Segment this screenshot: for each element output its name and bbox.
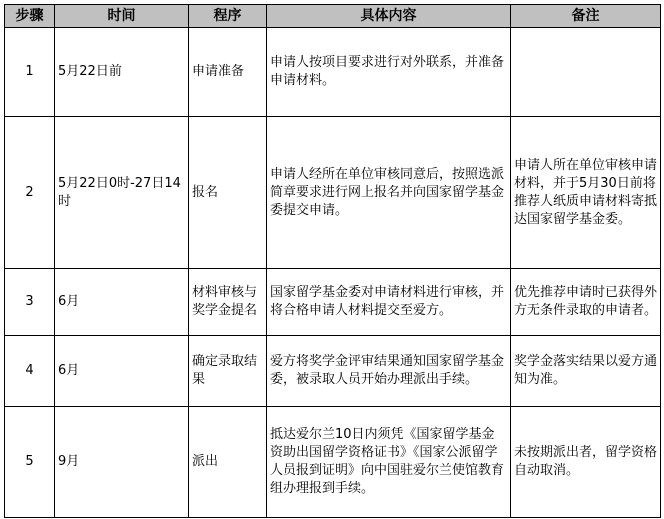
table-row [5, 336, 661, 407]
cell-note: 优先推荐申请时已获得外方无条件录取的申请者。 [511, 269, 661, 336]
cell-detail: 国家留学基金委对申请材料进行审核，并将合格申请人材料提交至爱方。 [267, 269, 511, 336]
cell-time: 6月 [55, 269, 189, 336]
cell-detail: 抵达爱尔兰10日内须凭《国家留学基金资助出国留学资格证书》《国家公派留学人员报到证明》向中国驻爱尔兰使馆教育组办理报到手续。 [267, 407, 511, 518]
header-note: 备注 [511, 5, 661, 28]
table-row [5, 117, 661, 269]
cell-note: 未按期派出者，留学资格自动取消。 [511, 407, 661, 518]
cell-detail: 申请人经所在单位审核同意后，按照选派简章要求进行网上报名并向国家留学基金委提交申请。 [267, 117, 511, 269]
cell-note: 申请人所在单位审核申请材料，并于5月30日前将推荐人纸质申请材料寄抵达国家留学基金委。 [511, 117, 661, 269]
cell-time: 5月22日前 [55, 28, 189, 117]
header-procedure: 程序 [189, 5, 267, 28]
cell-step: 1 [5, 28, 55, 117]
cell-procedure: 确定录取结果 [189, 336, 267, 407]
table-row [5, 407, 661, 518]
schedule-table [4, 4, 661, 518]
cell-time: 6月 [55, 336, 189, 407]
cell-step: 5 [5, 407, 55, 518]
cell-procedure: 派出 [189, 407, 267, 518]
cell-procedure: 申请准备 [189, 28, 267, 117]
cell-step: 4 [5, 336, 55, 407]
cell-procedure: 报名 [189, 117, 267, 269]
header-row [5, 5, 661, 28]
cell-procedure: 材料审核与奖学金提名 [189, 269, 267, 336]
cell-time: 5月22日0时-27日14时 [55, 117, 189, 269]
cell-detail: 申请人按项目要求进行对外联系，并准备申请材料。 [267, 28, 511, 117]
cell-note [511, 28, 661, 117]
header-time: 时间 [55, 5, 189, 28]
cell-step: 3 [5, 269, 55, 336]
cell-note: 奖学金落实结果以爱方通知为准。 [511, 336, 661, 407]
header-detail: 具体内容 [267, 5, 511, 28]
table-row [5, 28, 661, 117]
cell-step: 2 [5, 117, 55, 269]
header-step: 步骤 [5, 5, 55, 28]
table-row [5, 269, 661, 336]
cell-time: 9月 [55, 407, 189, 518]
cell-detail: 爱方将奖学金评审结果通知国家留学基金委，被录取人员开始办理派出手续。 [267, 336, 511, 407]
